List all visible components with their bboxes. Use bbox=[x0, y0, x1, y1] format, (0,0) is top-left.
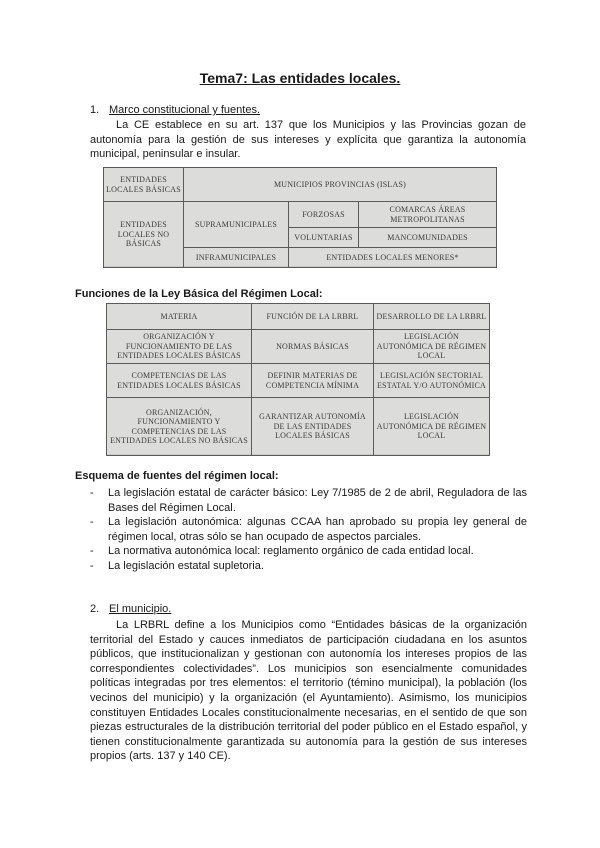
entities-forzosas-label: FORZOSAS bbox=[289, 202, 359, 228]
functions-cell: ORGANIZACIÓN Y FUNCIONAMIENTO DE LAS ENTIDADES LOCALES BÁSICAS bbox=[107, 330, 252, 364]
entities-voluntarias-label: VOLUNTARIAS bbox=[289, 228, 359, 248]
bullet-marker: - bbox=[90, 516, 94, 529]
entities-basic-value: MUNICIPIOS PROVINCIAS (ISLAS) bbox=[184, 168, 497, 202]
section-2-paragraph-text: La LRBRL define a los Municipios como “Entidades básicas de la organización territorial del Estado y cauces inmediatos de participación ciudadana en los asuntos públicos, que institucionalizan y gestionan con autonomía los intereses propios de las correspondientes colectividades”. Los municipios son esencialmente comunidades políticas integradas por tres elementos: el territorio (témino municipal), la población (los vecinos del municipio) y la organización (el Ayuntamiento). Asimismo, los municipios constituyen Entidades Locales constitucionalmente necesarias, en el sentido de que son piezas estructurales de la distribución territorial del poder público en el Estado español, y tienen constitucionalmente garantizada su autonomía para la gestión de sus intereses propios (arts. 137 y 140 CE). bbox=[90, 619, 527, 763]
table-row bbox=[107, 398, 490, 456]
sources-heading: Esquema de fuentes del régimen local: bbox=[75, 470, 279, 482]
functions-cell: NORMAS BÁSICAS bbox=[252, 330, 374, 364]
functions-heading: Funciones de la Ley Básica del Régimen Local: bbox=[75, 288, 323, 300]
list-item-text: La normativa autonómica local: reglamento orgánico de cada entidad local. bbox=[108, 545, 474, 558]
section-1-paragraph-text: La CE establece en su art. 137 que los Municipios y las Provincias gozan de autonomía para la gestión de sus intereses y explícita que garantiza la autonomía municipal, peninsular e insular. bbox=[90, 119, 526, 161]
section-1-number: 1. bbox=[90, 104, 100, 116]
list-item-text: La legislación estatal supletoria. bbox=[108, 559, 264, 572]
functions-cell: LEGISLACIÓN AUTONÓMICA DE RÉGIMEN LOCAL bbox=[374, 398, 490, 456]
functions-cell: DEFINIR MATERIAS DE COMPETENCIA MÍNIMA bbox=[252, 364, 374, 398]
entities-forzosas-value: COMARCAS ÁREAS METROPOLITANAS bbox=[359, 202, 497, 228]
bullet-marker: - bbox=[90, 545, 94, 558]
entities-supra-label: SUPRAMUNICIPALES bbox=[184, 202, 289, 248]
entities-basic-label: ENTIDADES LOCALES BÁSICAS bbox=[104, 168, 184, 202]
list-item bbox=[90, 559, 527, 574]
functions-cell: GARANTIZAR AUTONOMÍA DE LAS ENTIDADES LOCALES BÁSICAS bbox=[252, 398, 374, 456]
section-1-title: Marco constitucional y fuentes. bbox=[109, 104, 261, 116]
functions-cell: LEGISLACIÓN SECTORIAL ESTATAL Y/O AUTONÓMICA bbox=[374, 364, 490, 398]
bullet-marker: - bbox=[90, 487, 94, 499]
entities-infra-value: ENTIDADES LOCALES MENORES* bbox=[289, 248, 497, 268]
section-2-number: 2. bbox=[90, 603, 100, 615]
bullet-marker: - bbox=[90, 559, 94, 572]
sources-list bbox=[90, 486, 527, 574]
functions-cell: COMPETENCIAS DE LAS ENTIDADES LOCALES BÁSICAS bbox=[107, 364, 252, 398]
table-row bbox=[107, 330, 490, 364]
entities-infra-label: INFRAMUNICIPALES bbox=[184, 248, 289, 268]
list-item-text: La legislación autonómica: algunas CCAA han aprobado su propia ley general de régimen local, otras sólo se han ocupado de aspectos parciales. bbox=[108, 516, 527, 543]
functions-cell: LEGISLACIÓN AUTONÓMICA DE RÉGIMEN LOCAL bbox=[374, 330, 490, 364]
functions-header-cell: DESARROLLO DE LA LRBRL bbox=[374, 304, 490, 330]
table-row bbox=[107, 364, 490, 398]
entities-nonbasic-label: ENTIDADES LOCALES NO BÁSICAS bbox=[104, 202, 184, 268]
entities-table bbox=[103, 167, 497, 268]
functions-table-image bbox=[106, 303, 490, 455]
section-2-paragraph bbox=[90, 618, 527, 764]
entities-voluntarias-value: MANCOMUNIDADES bbox=[359, 228, 497, 248]
functions-header-cell: FUNCIÓN DE LA LRBRL bbox=[252, 304, 374, 330]
list-item bbox=[90, 544, 527, 559]
section-1-heading bbox=[90, 104, 260, 116]
list-item bbox=[90, 515, 527, 544]
section-2-heading bbox=[90, 603, 171, 615]
section-2-title: El municipio. bbox=[109, 603, 172, 615]
entities-table-image bbox=[103, 167, 497, 267]
functions-cell: ORGANIZACIÓN, FUNCIONAMIENTO Y COMPETENCIAS DE LAS ENTIDADES LOCALES NO BÁSICAS bbox=[107, 398, 252, 456]
section-1-paragraph bbox=[90, 118, 526, 162]
document-title: Tema7: Las entidades locales. bbox=[199, 70, 401, 86]
list-item-text: La legislación estatal de carácter básico: Ley 7/1985 de 2 de abril, Reguladora de las Bases del Régimen Local. bbox=[108, 487, 527, 514]
functions-table bbox=[106, 303, 490, 456]
list-item bbox=[90, 486, 527, 515]
functions-header-cell: MATERIA bbox=[107, 304, 252, 330]
